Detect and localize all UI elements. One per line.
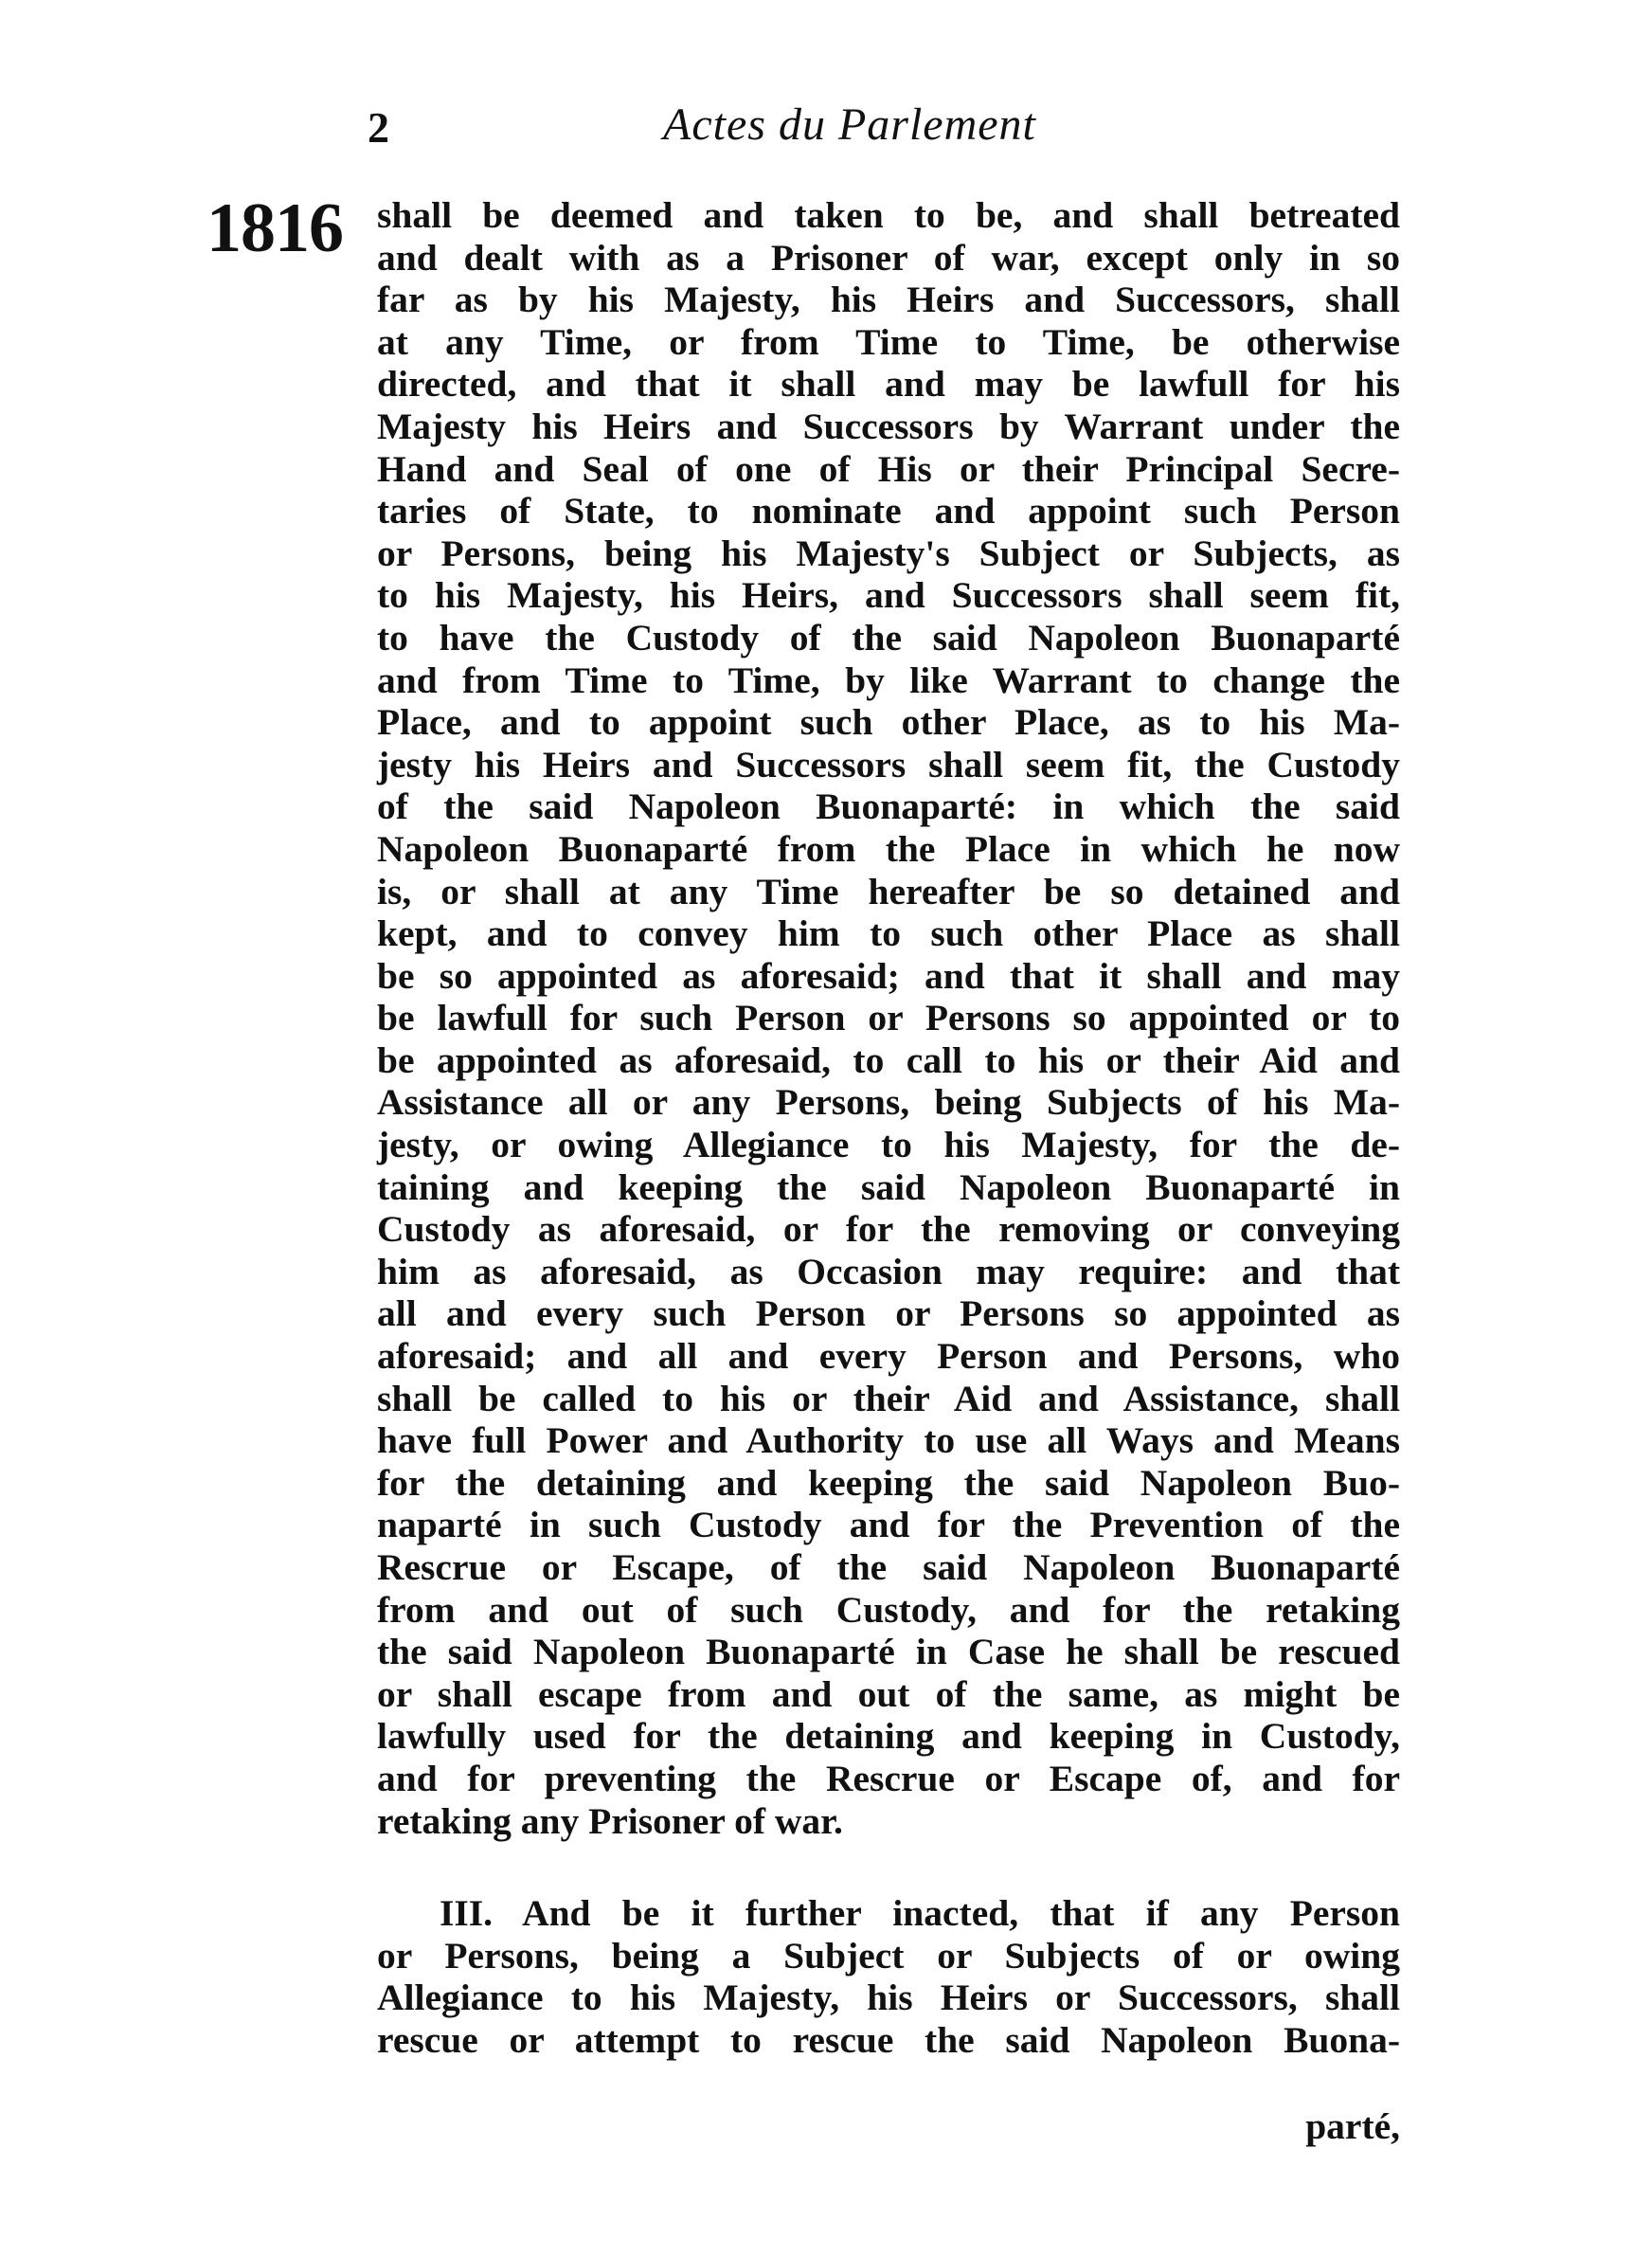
body-line: taining and keeping the said Napoleon Buonaparté in xyxy=(377,1165,1400,1208)
body-line: at any Time, or from Time to Time, be otherwise xyxy=(377,320,1400,363)
page-number: 2 xyxy=(368,103,389,152)
body-paragraph xyxy=(377,194,1400,1842)
body-line: the said Napoleon Buonaparté in Case he shall be rescued xyxy=(377,1631,1400,1673)
body-line: Place, and to appoint such other Place, as to his Ma- xyxy=(377,701,1400,744)
body-line: taries of State, to nominate and appoint such Person xyxy=(377,490,1400,533)
body-line: Napoleon Buonaparté from the Place in which he now xyxy=(377,827,1400,870)
body-line: for the detaining and keeping the said Napoleon Buo- xyxy=(377,1461,1400,1504)
body-line: be so appointed as aforesaid; and that it shall and may xyxy=(377,954,1400,997)
section-line: Allegiance to his Majesty, his Heirs or Successors, shall xyxy=(377,1977,1400,2019)
body-line: Hand and Seal of one of His or their Principal Secre- xyxy=(377,447,1400,490)
body-line: have full Power and Authority to use all Ways and Means xyxy=(377,1419,1400,1462)
body-line: naparté in such Custody and for the Prevention of the xyxy=(377,1504,1400,1546)
body-line: all and every such Person or Persons so appointed as xyxy=(377,1292,1400,1335)
section-three-paragraph xyxy=(377,1892,1400,2061)
body-line: jesty, or owing Allegiance to his Majesty, for the de- xyxy=(377,1124,1400,1166)
body-line: and from Time to Time, by like Warrant to change the xyxy=(377,659,1400,701)
section-line: rescue or attempt to rescue the said Napoleon Buona- xyxy=(377,2018,1400,2061)
body-line: and for preventing the Rescrue or Escape of, and for xyxy=(377,1757,1400,1799)
running-title: Actes du Parlement xyxy=(663,99,1036,150)
section-line: III. And be it further inacted, that if any Person xyxy=(440,1892,1400,1934)
body-line: directed, and that it shall and may be lawfull for his xyxy=(377,363,1400,406)
body-line: Assistance all or any Persons, being Subjects of his Ma- xyxy=(377,1081,1400,1124)
margin-year: 1816 xyxy=(206,190,343,267)
section-line: or Persons, being a Subject or Subjects of or owing xyxy=(377,1934,1400,1977)
body-line: aforesaid; and all and every Person and Persons, who xyxy=(377,1335,1400,1378)
body-line: shall be deemed and taken to be, and shall betreated xyxy=(377,194,1400,236)
body-line: retaking any Prisoner of war. xyxy=(377,1799,843,1842)
body-line: far as by his Majesty, his Heirs and Successors, shall xyxy=(377,279,1400,321)
body-line: Rescrue or Escape, of the said Napoleon Buonaparté xyxy=(377,1546,1400,1588)
body-line: or shall escape from and out of the same, as might be xyxy=(377,1672,1400,1715)
body-line: to his Majesty, his Heirs, and Successors shall seem fit, xyxy=(377,574,1400,617)
body-line: Custody as aforesaid, or for the removing or conveying xyxy=(377,1208,1400,1251)
body-line: jesty his Heirs and Successors shall seem fit, the Custody xyxy=(377,743,1400,785)
catchword: parté, xyxy=(1305,2105,1400,2147)
body-line: shall be called to his or their Aid and Assistance, shall xyxy=(377,1377,1400,1419)
body-line: lawfully used for the detaining and keeping in Custody, xyxy=(377,1715,1400,1758)
body-line: be lawfull for such Person or Persons so appointed or to xyxy=(377,997,1400,1039)
body-line: from and out of such Custody, and for the retaking xyxy=(377,1588,1400,1631)
body-line: Majesty his Heirs and Successors by Warrant under the xyxy=(377,405,1400,447)
body-line: and dealt with as a Prisoner of war, except only in so xyxy=(377,236,1400,279)
body-line: is, or shall at any Time hereafter be so detained and xyxy=(377,870,1400,912)
body-line: kept, and to convey him to such other Place as shall xyxy=(377,912,1400,955)
body-line: be appointed as aforesaid, to call to his or their Aid and xyxy=(377,1038,1400,1081)
body-line: or Persons, being his Majesty's Subject or Subjects, as xyxy=(377,532,1400,574)
body-line: him as aforesaid, as Occasion may require: and that xyxy=(377,1250,1400,1292)
body-line: to have the Custody of the said Napoleon Buonaparté xyxy=(377,616,1400,659)
body-line: of the said Napoleon Buonaparté: in which the said xyxy=(377,785,1400,828)
